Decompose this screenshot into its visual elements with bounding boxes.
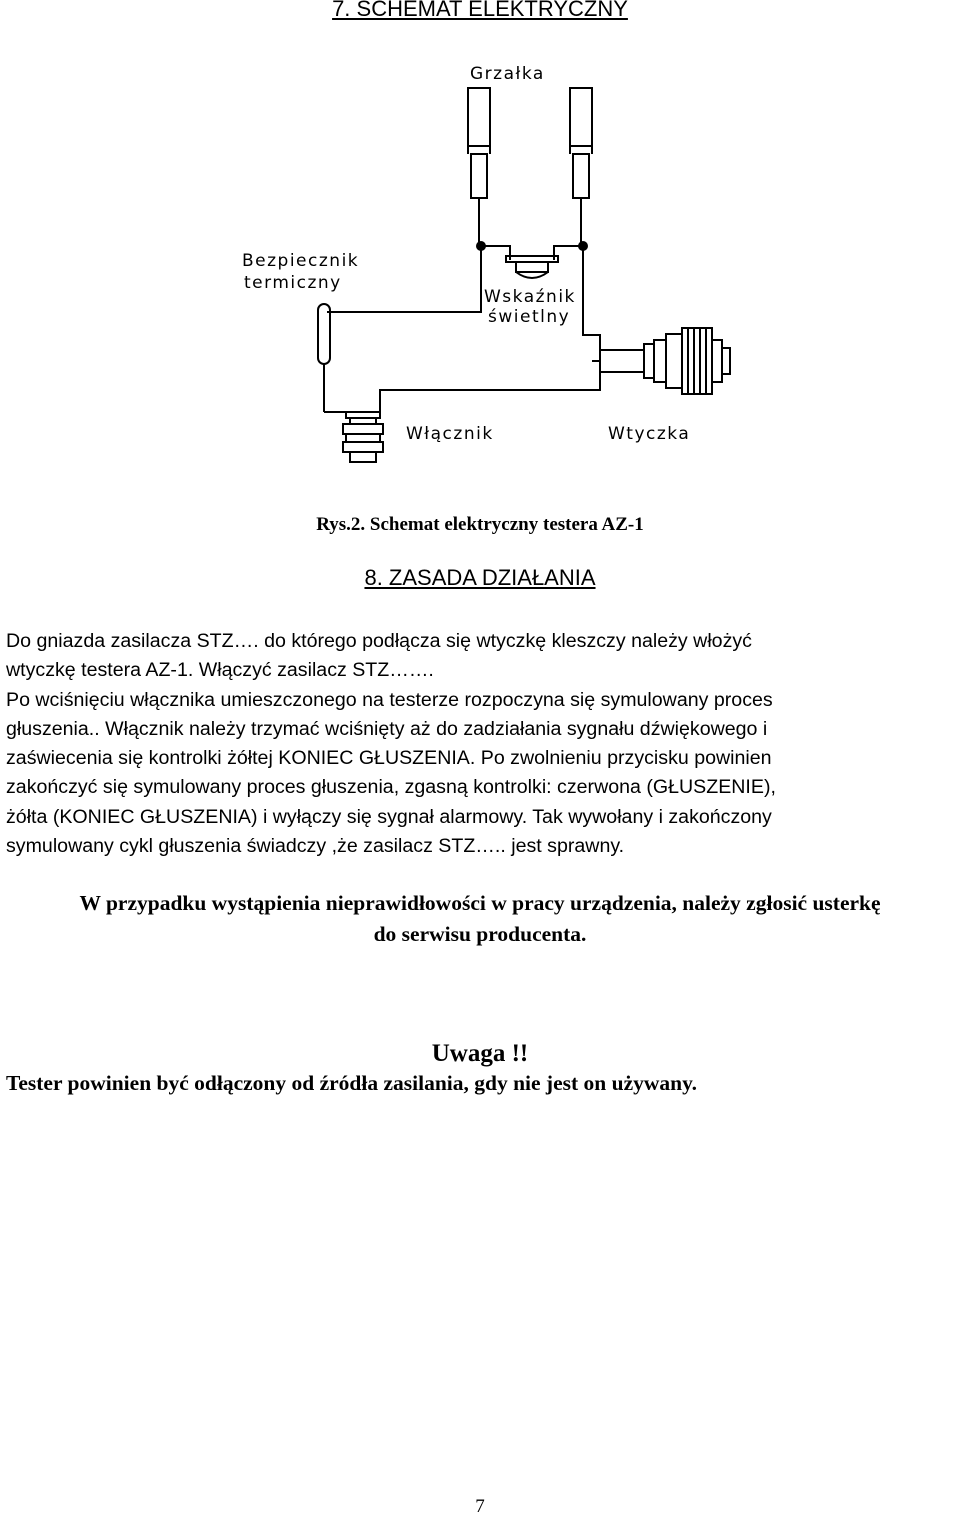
electrical-schematic [220,50,740,480]
thermal-fuse-label-line2: termiczny [244,273,342,293]
page-number: 7 [475,1496,485,1517]
indicator-lamp [506,256,558,278]
plug-label: Wtyczka [608,424,691,444]
notice-text: Tester powinien być odłączony od źródła zasilania, gdy nie jest on używany. [6,1071,698,1095]
switch-label: Włącznik [406,424,494,444]
notice-title: Uwaga !! [431,1040,529,1067]
heater-label: Grzałka [470,64,545,84]
indicator-label-line2: świetlny [488,307,571,327]
operation-description: Do gniazda zasilacza STZ…. do którego podłącza się wtyczkę kleszczy należy włożyć wtyczkę testera AZ-1. Włączyć zasilacz STZ……. Po wciśnięciu włącznika umieszczonego na testerze rozpoczyna się symulowany proces głuszenia.. Włącznik należy trzymać wciśnięty aż do zadziałania sygnału dźwiękowego i zaświecenia się kontrolki żółtej KONIEC GŁUSZENIA. Po zwolnieniu przycisku powinien zakończyć się symulowany proces głuszenia, zgasną kontrolki: czerwona (GŁUSZENIE), żółta (KONIEC GŁUSZENIA) i wyłączy się sygnał alarmowy. Tak wywołany i zakończony symulowany cykl głuszenia świadczy ,że zasilacz STZ….. jest sprawny. [6,630,776,858]
service-warning: W przypadku wystąpienia nieprawidłowości w pracy urządzenia, należy zgłosić usterkę do serwisu producenta. [79,891,881,946]
heater-right-element [570,88,592,250]
plug-connector [592,328,730,394]
heater-left-element [468,88,490,250]
section-8-title: 8. ZASADA DZIAŁANIA [364,565,596,590]
thermal-fuse-label-line1: Bezpiecznik [242,251,360,271]
figure-caption: Rys.2. Schemat elektryczny testera AZ-1 [316,514,644,535]
section-7-title: 7. SCHEMAT ELEKTRYCZNY [332,0,628,21]
power-switch [343,412,383,462]
indicator-label-line1: Wskaźnik [484,287,576,307]
